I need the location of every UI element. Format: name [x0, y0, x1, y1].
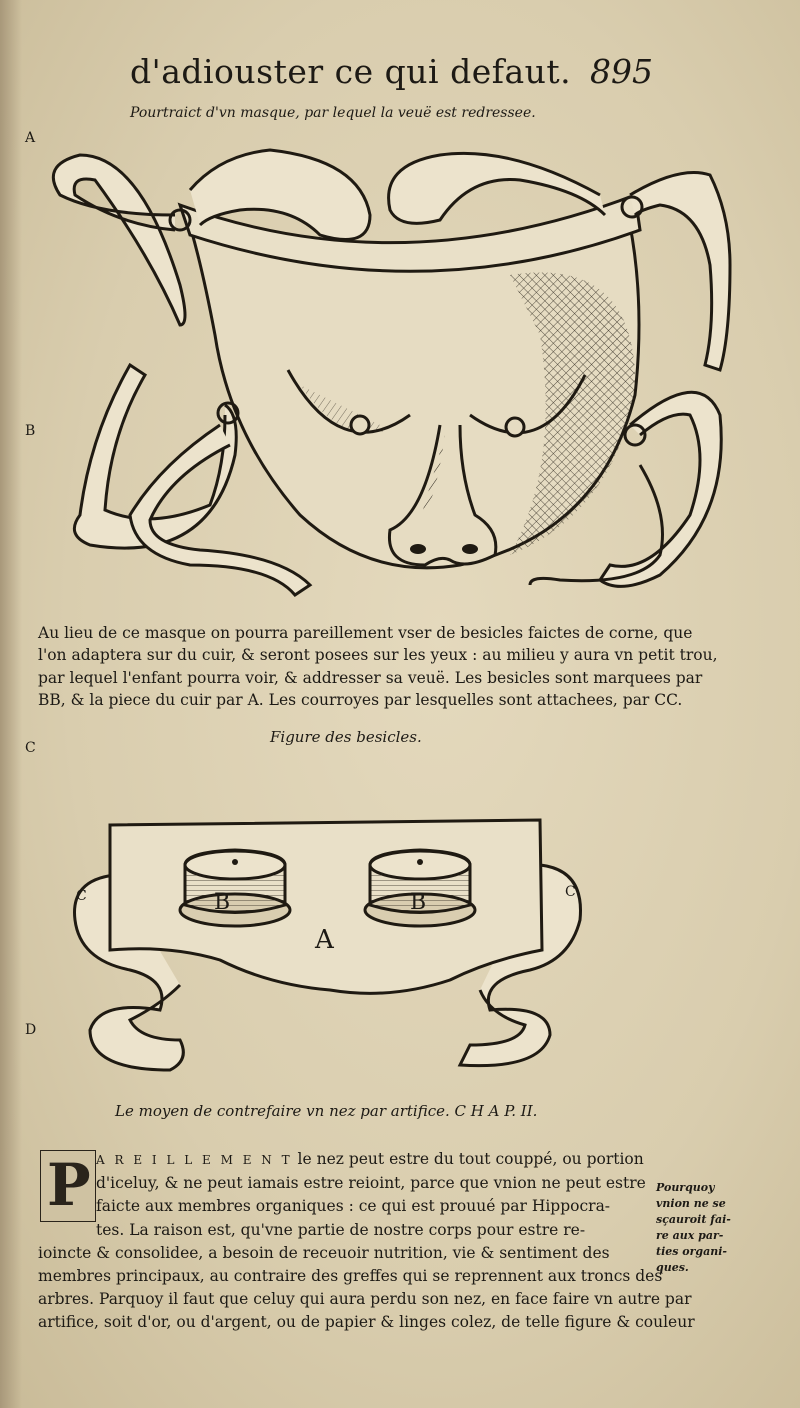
- paragraph-line: tes. La raison est, qu'vne partie de nostre corps pour estre re-: [96, 1220, 586, 1239]
- piece-label: A: [315, 925, 334, 955]
- page-number: 895: [590, 52, 653, 91]
- paragraph-line: ioincte & consolidee, a besoin de receuoir nutrition, vie & sentiment des: [38, 1243, 610, 1262]
- paragraph-line: l'on adaptera sur du cuir, & seront posees sur les yeux : au milieu y aura vn petit trou,: [38, 646, 718, 665]
- margin-letter-b: B: [25, 423, 36, 439]
- chapter-heading: Le moyen de contrefaire vn nez par artifice. C H A P. II.: [115, 1102, 538, 1120]
- strap-label-left: C: [76, 888, 87, 904]
- paragraph-line: d'iceluy, & ne peut iamais estre reioint, parce que vnion ne peut estre: [96, 1174, 646, 1193]
- paragraph-line: membres principaux, au contraire des greffes qui se reprennent aux troncs des: [38, 1267, 663, 1286]
- spectacles-caption: Figure des besicles.: [270, 728, 422, 746]
- lead-words: A R E I L L E M E N T: [96, 1153, 293, 1167]
- margin-letter-a: A: [25, 130, 36, 146]
- lens-label-right: B: [410, 890, 427, 915]
- paragraph-besicles: [38, 622, 718, 712]
- paragraph-line: artifice, soit d'or, ou d'argent, ou de papier & linges colez, de telle figure & couleur: [38, 1313, 695, 1332]
- margin-letter-d: D: [25, 1022, 37, 1038]
- sidenote-line: Pourquoy: [656, 1181, 715, 1194]
- margin-letter-c: C: [25, 740, 36, 756]
- mask-caption: Pourtraict d'vn masque, par lequel la veuë est redressee.: [130, 105, 536, 121]
- paragraph-line-text: le nez peut estre du tout couppé, ou portion: [297, 1150, 644, 1168]
- sidenote-line: ques.: [656, 1261, 689, 1274]
- paragraph-line: Au lieu de ce masque on pourra pareillement vser de besicles faictes de corne, que: [38, 624, 693, 642]
- paragraph-line: faicte aux membres organiques : ce qui est prouué par Hippocra-: [96, 1197, 611, 1216]
- strap-label-right: C: [565, 884, 576, 900]
- spine-shadow: [0, 0, 22, 1408]
- mask-illustration: [40, 135, 740, 605]
- paragraph-line: arbres. Parquoy il faut que celuy qui aura perdu son nez, en face faire vn autre par: [38, 1290, 692, 1309]
- marginal-note: [656, 1180, 736, 1276]
- sidenote-line: ties organi-: [656, 1245, 727, 1258]
- running-header: d'adiouster ce qui defaut.: [130, 52, 572, 91]
- paragraph-line: BB, & la piece du cuir par A. Les courroyes par lesquelles sont attachees, par CC.: [38, 691, 683, 710]
- dropcap-letter: P: [47, 1151, 91, 1219]
- paragraph-line: [38, 1148, 650, 1172]
- paragraph-line: par lequel l'enfant pourra voir, & addresser sa veuë. Les besicles sont marquees par: [38, 668, 703, 687]
- lens-label-left: B: [214, 890, 231, 915]
- sidenote-line: re aux par-: [656, 1229, 724, 1242]
- sidenote-line: vnion ne se: [656, 1197, 726, 1210]
- sidenote-line: sçauroit fai-: [656, 1213, 731, 1226]
